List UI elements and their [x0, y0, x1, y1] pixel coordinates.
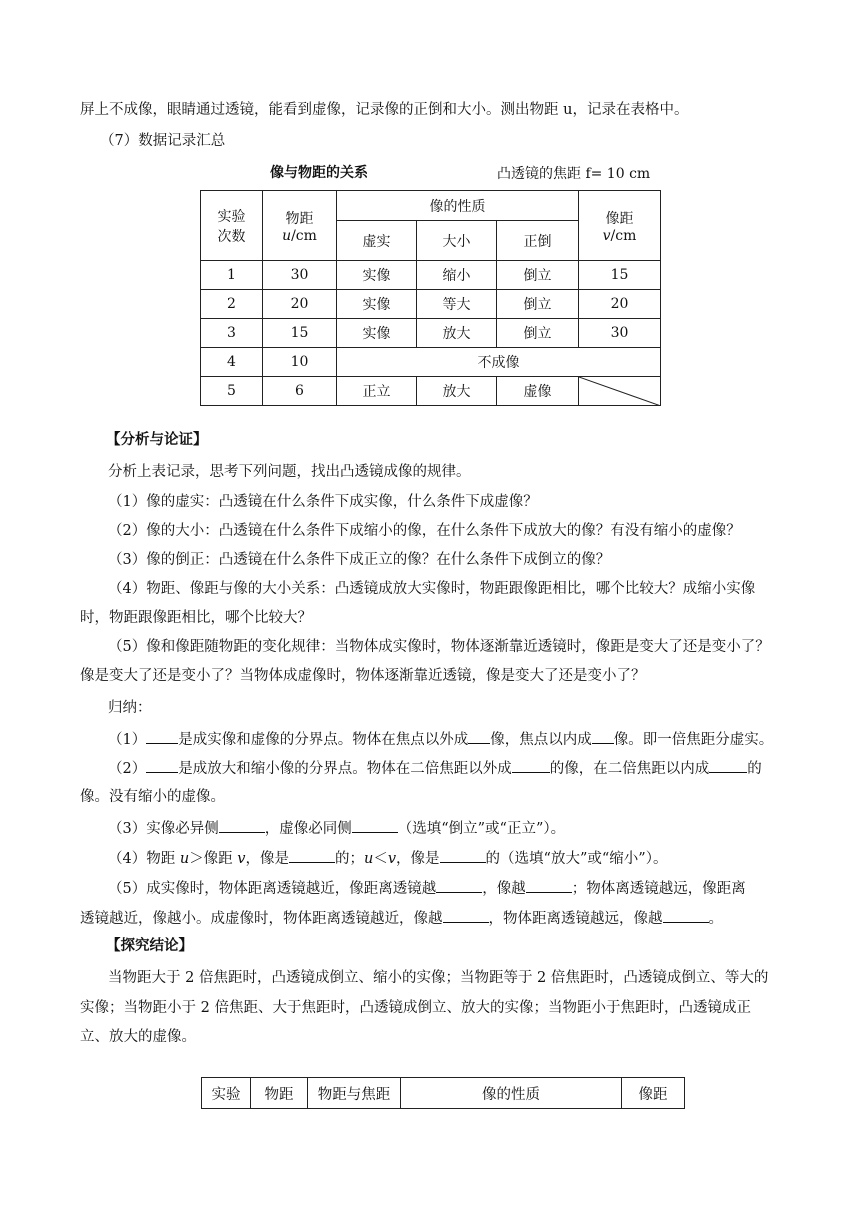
header-orientation: 正倒 — [497, 221, 579, 261]
answer-blank[interactable] — [146, 758, 178, 773]
cell-real-virtual: 实像 — [337, 319, 417, 348]
bottom-cell-distance-vs-focal: 物距与焦距 — [308, 1078, 401, 1109]
answer-blank[interactable] — [526, 878, 572, 893]
cell-v: 20 — [579, 290, 661, 319]
summary-label: 归纳： — [108, 700, 152, 716]
question-4-part-2: 时，物距跟像距相比，哪个比较大？ — [80, 610, 312, 626]
bottom-cell-trial: 实验 — [202, 1078, 251, 1109]
question-1: （1）像的虚实：凸透镜在什么条件下成实像，什么条件下成虚像？ — [108, 494, 538, 510]
summary-5-part-1: （5）成实像时，物体距离透镜越近，像距离透镜越 ，像越 ；物体离透镜越远，像距离 — [108, 878, 808, 899]
answer-blank[interactable] — [443, 908, 489, 923]
cell-diagonal-empty — [579, 377, 661, 406]
question-4-part-1: （4）物距、像距与像的大小关系：凸透镜成放大实像时，物距跟像距相比，哪个比较大？成缩小实像 — [108, 581, 756, 597]
answer-blank[interactable] — [440, 848, 486, 863]
cell-no-image: 不成像 — [337, 348, 661, 377]
header-object-distance: 物距 u/cm — [263, 191, 337, 261]
answer-blank[interactable] — [219, 818, 265, 833]
cell-trial: 2 — [201, 290, 263, 319]
focal-length-note: 凸透镜的焦距 f= 10 cm — [497, 166, 651, 182]
cell-size: 等大 — [417, 290, 497, 319]
answer-blank[interactable] — [512, 758, 550, 773]
summary-2-part-2: 像。没有缩小的虚像。 — [80, 789, 225, 805]
summary-5-part-2: 透镜越近，像越小。成虚像时，物体距离透镜越近，像越 ，物体距离透镜越远，像越 。 — [80, 908, 780, 929]
question-3: （3）像的倒正：凸透镜在什么条件下成正立的像？在什么条件下成倒立的像？ — [108, 552, 611, 568]
cell-orientation: 倒立 — [497, 261, 579, 290]
summary-2: （2） 是成放大和缩小像的分界点。物体在二倍焦距以外成 的像，在二倍焦距以内成 的 — [108, 758, 808, 779]
table-row — [201, 261, 661, 290]
table-caption: 像与物距的关系 — [270, 165, 368, 181]
bottom-cell-object-distance: 物距 — [251, 1078, 308, 1109]
table-row — [201, 348, 661, 377]
table-row — [201, 319, 661, 348]
cell-v: 30 — [579, 319, 661, 348]
cell-orientation: 虚像 — [497, 377, 579, 406]
cell-real-virtual: 正立 — [337, 377, 417, 406]
question-5-part-1: （5）像和像距随物距的变化规律：当物体成实像时，物体逐渐靠近透镜时，像距是变大了还是变小了？ — [108, 639, 770, 655]
summary-4: （4）物距 u＞像距 v，像是 的；u＜v，像是 的（选填“放大”或“缩小”）。 — [108, 848, 808, 869]
cell-u: 6 — [263, 377, 337, 406]
table-row — [201, 377, 661, 406]
cell-trial: 1 — [201, 261, 263, 290]
analysis-intro: 分析上表记录，思考下列问题，找出凸透镜成像的规律。 — [108, 464, 471, 480]
diagonal-line — [579, 377, 661, 406]
step-7-label: （7）数据记录汇总 — [100, 133, 226, 149]
answer-blank[interactable] — [592, 729, 614, 744]
cell-orientation: 倒立 — [497, 290, 579, 319]
cell-u: 20 — [263, 290, 337, 319]
question-2: （2）像的大小：凸透镜在什么条件下成缩小的像，在什么条件下成放大的像？有没有缩小的虚像？ — [108, 523, 741, 539]
cell-size: 缩小 — [417, 261, 497, 290]
header-trial: 实验 次数 — [201, 191, 263, 261]
summary-3: （3）实像必异侧 ，虚像必同侧 （选填“倒立”或“正立”）。 — [108, 818, 808, 839]
cell-orientation: 倒立 — [497, 319, 579, 348]
cell-size: 放大 — [417, 319, 497, 348]
answer-blank[interactable] — [146, 729, 178, 744]
cell-trial: 5 — [201, 377, 263, 406]
table-row — [201, 290, 661, 319]
header-image-distance: 像距 v/cm — [579, 191, 661, 261]
conclusion-heading: 【探究结论】 — [106, 938, 193, 954]
cell-size: 放大 — [417, 377, 497, 406]
answer-blank[interactable] — [468, 729, 490, 744]
answer-blank[interactable] — [352, 818, 398, 833]
cell-real-virtual: 实像 — [337, 290, 417, 319]
answer-blank[interactable] — [289, 848, 335, 863]
header-size: 大小 — [417, 221, 497, 261]
answer-blank[interactable] — [436, 878, 482, 893]
cell-u: 15 — [263, 319, 337, 348]
conclusion-line-2: 实像；当物距小于 2 倍焦距、大于焦距时，凸透镜成倒立、放大的实像；当物距小于焦距时，凸透镜成正 — [80, 1000, 751, 1016]
bottom-cell-image-distance: 像距 — [622, 1078, 685, 1109]
bottom-cell-image-properties: 像的性质 — [401, 1078, 622, 1109]
cell-u: 30 — [263, 261, 337, 290]
conclusion-line-1: 当物距大于 2 倍焦距时，凸透镜成倒立、缩小的实像；当物距等于 2 倍焦距时，凸透镜成倒立、等大的 — [108, 970, 769, 986]
analysis-heading: 【分析与论证】 — [106, 432, 208, 448]
cell-real-virtual: 实像 — [337, 261, 417, 290]
question-5-part-2: 像是变大了还是变小了？当物体成虚像时，物体逐渐靠近透镜，像是变大了还是变小了？ — [80, 668, 646, 684]
cell-v: 15 — [579, 261, 661, 290]
answer-blank[interactable] — [663, 908, 709, 923]
header-image-properties: 像的性质 — [337, 191, 579, 221]
data-table — [200, 190, 661, 406]
cell-trial: 3 — [201, 319, 263, 348]
answer-blank[interactable] — [709, 758, 747, 773]
cell-trial: 4 — [201, 348, 263, 377]
intro-line: 屏上不成像，眼睛通过透镜，能看到虚像，记录像的正倒和大小。测出物距 u，记录在表格中。 — [80, 102, 689, 118]
cell-u: 10 — [263, 348, 337, 377]
bottom-table — [201, 1077, 685, 1109]
header-real-virtual: 虚实 — [337, 221, 417, 261]
conclusion-line-3: 立、放大的虚像。 — [80, 1029, 196, 1045]
summary-1: （1） 是成实像和虚像的分界点。物体在焦点以外成 像，焦点以内成 像。即一倍焦距分虚实。 — [108, 729, 808, 750]
